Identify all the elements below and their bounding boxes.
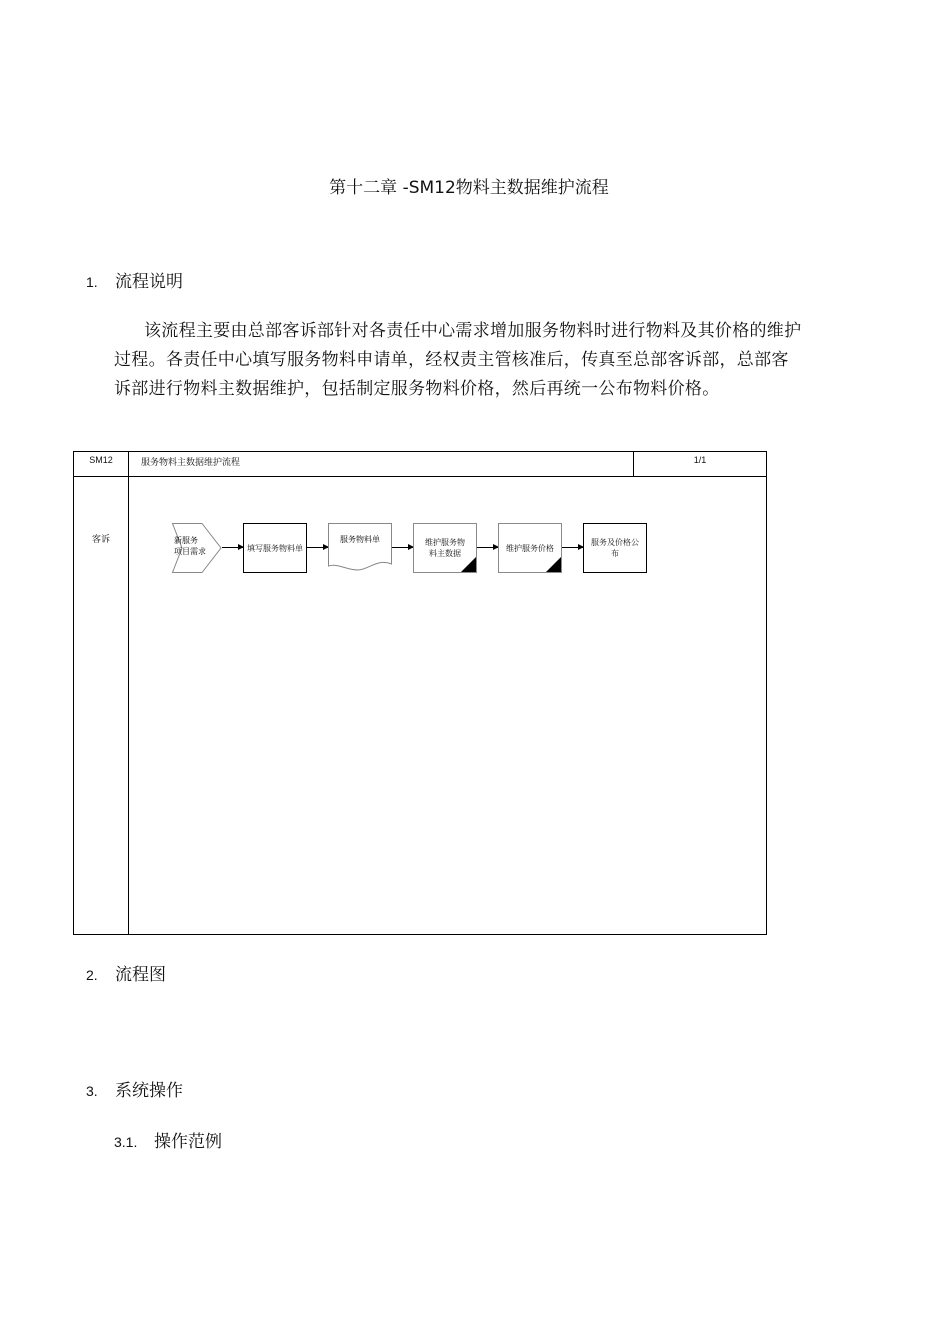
section-label: 操作范例 <box>154 1132 222 1152</box>
section-label: 流程图 <box>115 965 166 985</box>
flow-step-maintain-master-data <box>413 523 477 573</box>
page-title: 第十二章 -SM12物料主数据维护流程 <box>329 178 609 198</box>
step-label-line1: 新服务 <box>174 536 198 545</box>
lane-divider <box>128 451 129 935</box>
flowchart-code: SM12 <box>89 455 113 465</box>
section-number: 1. <box>86 274 98 290</box>
section-label: 系统操作 <box>115 1081 183 1101</box>
flow-arrow <box>307 547 328 548</box>
swimlane-label: 客诉 <box>91 535 110 545</box>
flow-step-publish-price <box>583 523 647 573</box>
step-label: 服务及价格公布 <box>591 538 639 558</box>
flow-step-fill-form <box>243 523 307 573</box>
step-label: 填写服务物料单 <box>247 543 303 553</box>
offpage-connector-shape <box>172 523 222 573</box>
section-number: 2. <box>86 967 98 983</box>
flow-step-service-form-document <box>328 523 392 573</box>
section-label: 流程说明 <box>115 272 183 292</box>
step-label: 服务物料单 <box>340 535 380 544</box>
step-label: 维护服务价格 <box>506 543 554 553</box>
process-description: 该流程主要由总部客诉部针对各责任中心需求增加服务物料时进行物料及其价格的维护过程。各责任中心填写服务物料申请单，经权责主管核准后，传真至总部客诉部，总部客诉部进行物料主数据维护，包括制定服务物料价格，然后再统一公布物料价格。 <box>114 321 802 399</box>
flow-arrow <box>392 547 413 548</box>
section-heading-2 <box>86 960 166 985</box>
section-number: 3.1. <box>114 1134 138 1150</box>
section-heading-1 <box>86 267 183 292</box>
flowchart-title: 服务物料主数据维护流程 <box>141 458 241 468</box>
section-heading-3 <box>86 1076 183 1101</box>
document-shape <box>328 523 392 573</box>
flowchart-header-divider <box>73 476 767 477</box>
step-label: 维护服务物料主数据 <box>425 538 465 558</box>
flowchart-page-number: 1/1 <box>693 455 707 465</box>
system-corner-marker <box>461 557 476 572</box>
section-number: 3. <box>86 1083 98 1099</box>
flow-step-maintain-price <box>498 523 562 573</box>
flow-arrow <box>477 547 498 548</box>
flow-arrow <box>222 547 243 548</box>
flow-step-new-demand <box>172 523 222 573</box>
step-label-line2: 项目需求 <box>174 547 206 556</box>
subsection-heading-3-1 <box>114 1127 222 1152</box>
flow-arrow <box>562 547 583 548</box>
system-corner-marker <box>546 557 561 572</box>
